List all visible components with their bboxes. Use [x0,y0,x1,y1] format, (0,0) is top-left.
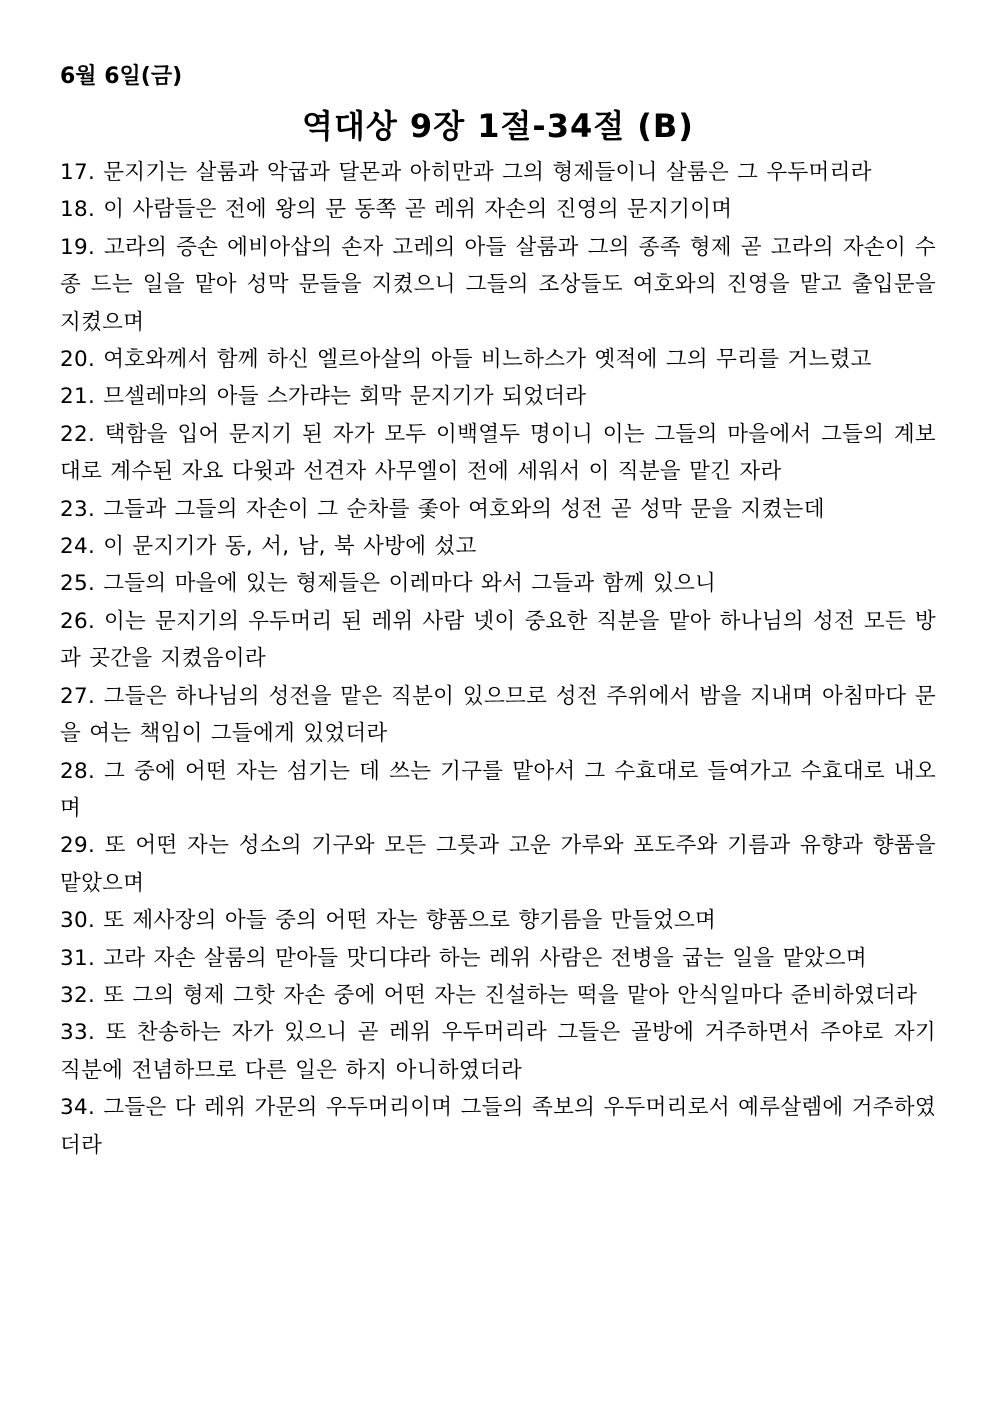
verse-23: 23. 그들과 그들의 자손이 그 순차를 좇아 여호와의 성전 곧 성막 문을 지켰는데 [60,496,825,522]
verse-21: 21. 므셀레먀의 아들 스가랴는 회막 문지기가 되었더라 [60,384,587,410]
verse-28: 28. 그 중에 어떤 자는 섬기는 데 쓰는 기구를 맡아서 그 수효대로 들여가고 수효대로 내오며 [60,758,936,821]
verse-19: 19. 고라의 증손 에비아삽의 손자 고레의 아들 살룸과 그의 종족 형제 곧 고라의 자손이 수종 드는 일을 맡아 성막 문들을 지켰으니 그들의 조상들도 여호와의 진영을 맡고 출입문을 지켰으며 [60,234,936,335]
verse-26: 26. 이는 문지기의 우두머리 된 레위 사람 넷이 중요한 직분을 맡아 하나님의 성전 모든 방과 곳간을 지켰음이라 [60,608,936,672]
verse-24: 24. 이 문지기가 동, 서, 남, 북 사방에 섰고 [60,534,477,560]
verse-34: 34. 그들은 다 레위 가문의 우두머리이며 그들의 족보의 우두머리로서 예루살렘에 거주하였더라 [60,1095,936,1158]
verse-17: 17. 문지기는 살룸과 악굽과 달몬과 아히만과 그의 형제들이니 살룸은 그 우두머리라 [60,160,872,185]
date-line: 6월 6일(금) [60,64,183,89]
verse-18: 18. 이 사람들은 전에 왕의 문 동쪽 곧 레위 자손의 진영의 문지기이며 [60,197,733,223]
verse-30: 30. 또 제사장의 아들 중의 어떤 자는 향품으로 향기름을 만들었으며 [60,908,717,934]
document-page [60,60,936,1164]
verse-32: 32. 또 그의 형제 그핫 자손 중에 어떤 자는 진설하는 떡을 맡아 안식일마다 준비하였더라 [60,982,918,1008]
verse-list [60,154,936,1164]
verse-29: 29. 또 어떤 자는 성소의 기구와 모든 그릇과 고운 가루와 포도주와 기름과 유향과 향품을 맡았으며 [60,833,936,896]
verse-27: 27. 그들은 하나님의 성전을 맡은 직분이 있으므로 성전 주위에서 밤을 지내며 아침마다 문을 여는 책임이 그들에게 있었더라 [60,683,936,747]
verse-33: 33. 또 찬송하는 자가 있으니 곧 레위 우두머리라 그들은 골방에 거주하면서 주야로 자기 직분에 전념하므로 다른 일은 하지 아니하였더라 [60,1020,936,1083]
verse-25: 25. 그들의 마을에 있는 형제들은 이레마다 와서 그들과 함께 있으니 [60,571,717,597]
verse-31: 31. 고라 자손 살룸의 맏아들 맛디댜라 하는 레위 사람은 전병을 굽는 일을 맡았으며 [60,945,867,971]
verse-20: 20. 여호와께서 함께 하신 엘르아살의 아들 비느하스가 옛적에 그의 무리를 거느렸고 [60,347,872,373]
page-title: 역대상 9장 1절-34절 (B) [302,107,694,145]
verse-22: 22. 택함을 입어 문지기 된 자가 모두 이백열두 명이니 이는 그들의 마을에서 그들의 계보대로 계수된 자요 다윗과 선견자 사무엘이 전에 세워서 이 직분을 맡긴 자라 [60,421,936,485]
